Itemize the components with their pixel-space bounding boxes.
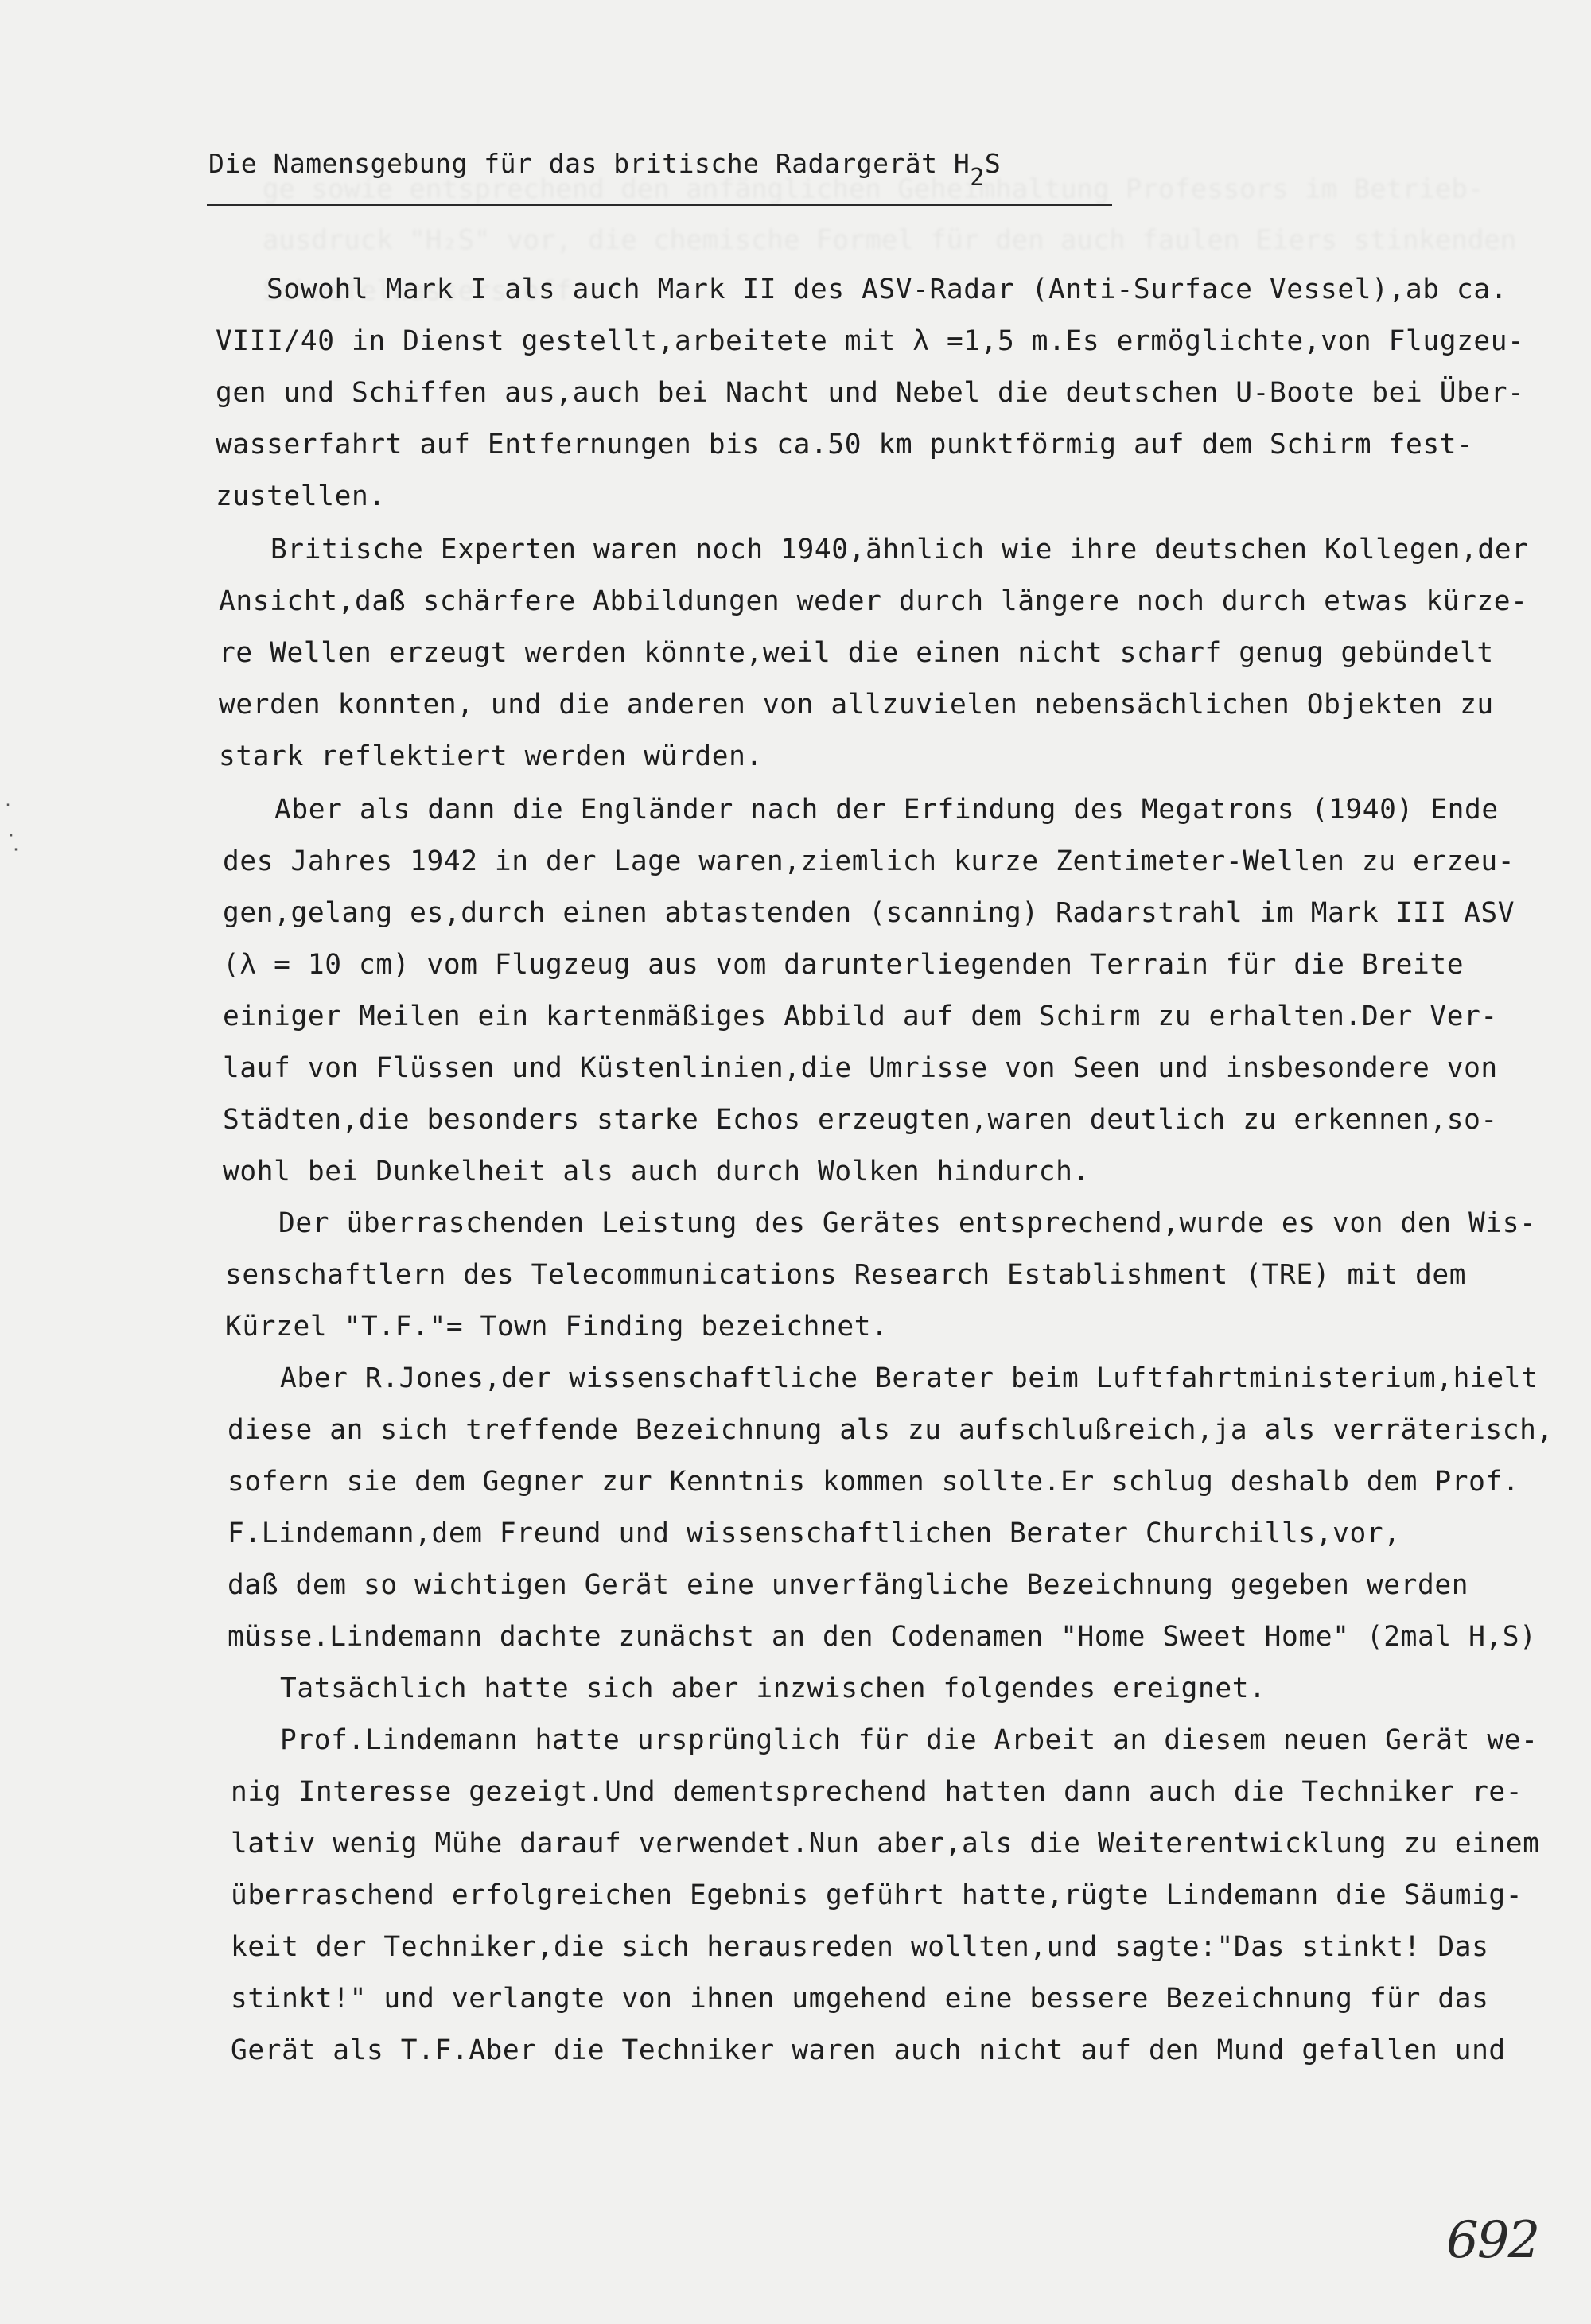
margin-speck: · xyxy=(3,795,14,814)
margin-speck: · xyxy=(6,826,17,845)
bleed-through-line xyxy=(263,224,1516,256)
page-title xyxy=(208,148,1002,192)
text-line: sofern sie dem Gegner zur Kenntnis kommen sollte.Er schlug deshalb dem Prof. xyxy=(228,1466,1520,1498)
text-line: diese an sich treffende Bezeichnung als zu aufschlußreich,ja als verräterisch, xyxy=(228,1414,1554,1446)
text-line: stinkt!" und verlangte von ihnen umgehend eine bessere Bezeichnung für das xyxy=(231,1983,1489,2015)
title-main: Die Namensgebung für das britische Radargerät H xyxy=(208,148,971,179)
text-line: (λ = 10 cm) vom Flugzeug aus vom darunterliegenden Terrain für die Breite xyxy=(223,949,1465,981)
text-line: des Jahres 1942 in der Lage waren,ziemlich kurze Zentimeter-Wellen zu erzeu- xyxy=(223,845,1515,877)
text-line: Britische Experten waren noch 1940,ähnlich wie ihre deutschen Kollegen,der xyxy=(270,534,1529,565)
text-line: stark reflektiert werden würden. xyxy=(219,740,763,772)
text-line: lativ wenig Mühe darauf verwendet.Nun aber,als die Weiterentwicklung zu einem xyxy=(231,1828,1540,1860)
text-line: überraschend erfolgreichen Egebnis geführt hatte,rügte Lindemann die Säumig- xyxy=(231,1879,1523,1911)
title-underline xyxy=(207,204,1112,206)
text-line: Der überraschenden Leistung des Gerätes entsprechend,wurde es von den Wis- xyxy=(278,1207,1537,1239)
text-line: Aber als dann die Engländer nach der Erfindung des Megatrons (1940) Ende xyxy=(274,794,1499,826)
text-line: wohl bei Dunkelheit als auch durch Wolken hindurch. xyxy=(223,1156,1090,1187)
text-line: müsse.Lindemann dachte zunächst an den Codenamen "Home Sweet Home" (2mal H,S) xyxy=(228,1621,1537,1653)
text-line: keit der Techniker,die sich herausreden wollten,und sagte:"Das stinkt! Das xyxy=(231,1931,1489,1963)
text-line: Ansicht,daß schärfere Abbildungen weder durch längere noch durch etwas kürze- xyxy=(219,585,1528,617)
title-subscript: 2 xyxy=(970,164,985,192)
text-line: wasserfahrt auf Entfernungen bis ca.50 km punktförmig auf dem Schirm fest- xyxy=(216,429,1474,461)
text-line: senschaftlern des Telecommunications Research Establishment (TRE) mit dem xyxy=(225,1259,1467,1291)
text-line: Aber R.Jones,der wissenschaftliche Berater beim Luftfahrtministerium,hielt xyxy=(280,1362,1538,1394)
text-line: werden konnten, und die anderen von allzuvielen nebensächlichen Objekten zu xyxy=(219,689,1494,721)
text-line: gen und Schiffen aus,auch bei Nacht und Nebel die deutschen U-Boote bei Über- xyxy=(216,377,1525,409)
text-line: einiger Meilen ein kartenmäßiges Abbild auf dem Schirm zu erhalten.Der Ver- xyxy=(223,1001,1498,1032)
text-line: Kürzel "T.F."= Town Finding bezeichnet. xyxy=(225,1311,889,1343)
text-line: Tatsächlich hatte sich aber inzwischen folgendes ereignet. xyxy=(280,1673,1266,1704)
text-line: nig Interesse gezeigt.Und dementsprechend hatten dann auch die Techniker re- xyxy=(231,1776,1523,1808)
text-line: F.Lindemann,dem Freund und wissenschaftlichen Berater Churchills,vor, xyxy=(228,1518,1401,1549)
text-line: gen,gelang es,durch einen abtastenden (scanning) Radarstrahl im Mark III ASV xyxy=(223,897,1515,929)
text-line: Städten,die besonders starke Echos erzeugten,waren deutlich zu erkennen,so- xyxy=(223,1104,1498,1136)
text-line: VIII/40 in Dienst gestellt,arbeitete mit λ =1,5 m.Es ermöglichte,von Flugzeu- xyxy=(216,325,1525,357)
text-line: Sowohl Mark I als auch Mark II des ASV-Radar (Anti-Surface Vessel),ab ca. xyxy=(266,274,1508,305)
title-tail: S xyxy=(984,148,1002,179)
margin-speck: · xyxy=(11,840,21,859)
text-line: Gerät als T.F.Aber die Techniker waren auch nicht auf den Mund gefallen und xyxy=(231,2034,1506,2066)
text-line: Prof.Lindemann hatte ursprünglich für die Arbeit an diesem neuen Gerät we- xyxy=(280,1724,1538,1756)
text-line: daß dem so wichtigen Gerät eine unverfängliche Bezeichnung gegeben werden xyxy=(228,1569,1469,1601)
text-line: re Wellen erzeugt werden könnte,weil die einen nicht scharf genug gebündelt xyxy=(219,637,1494,669)
page-number: 692 xyxy=(1446,2211,1539,2270)
text-line: lauf von Flüssen und Küstenlinien,die Umrisse von Seen und insbesondere von xyxy=(223,1052,1498,1084)
text-line: zustellen. xyxy=(216,480,386,512)
